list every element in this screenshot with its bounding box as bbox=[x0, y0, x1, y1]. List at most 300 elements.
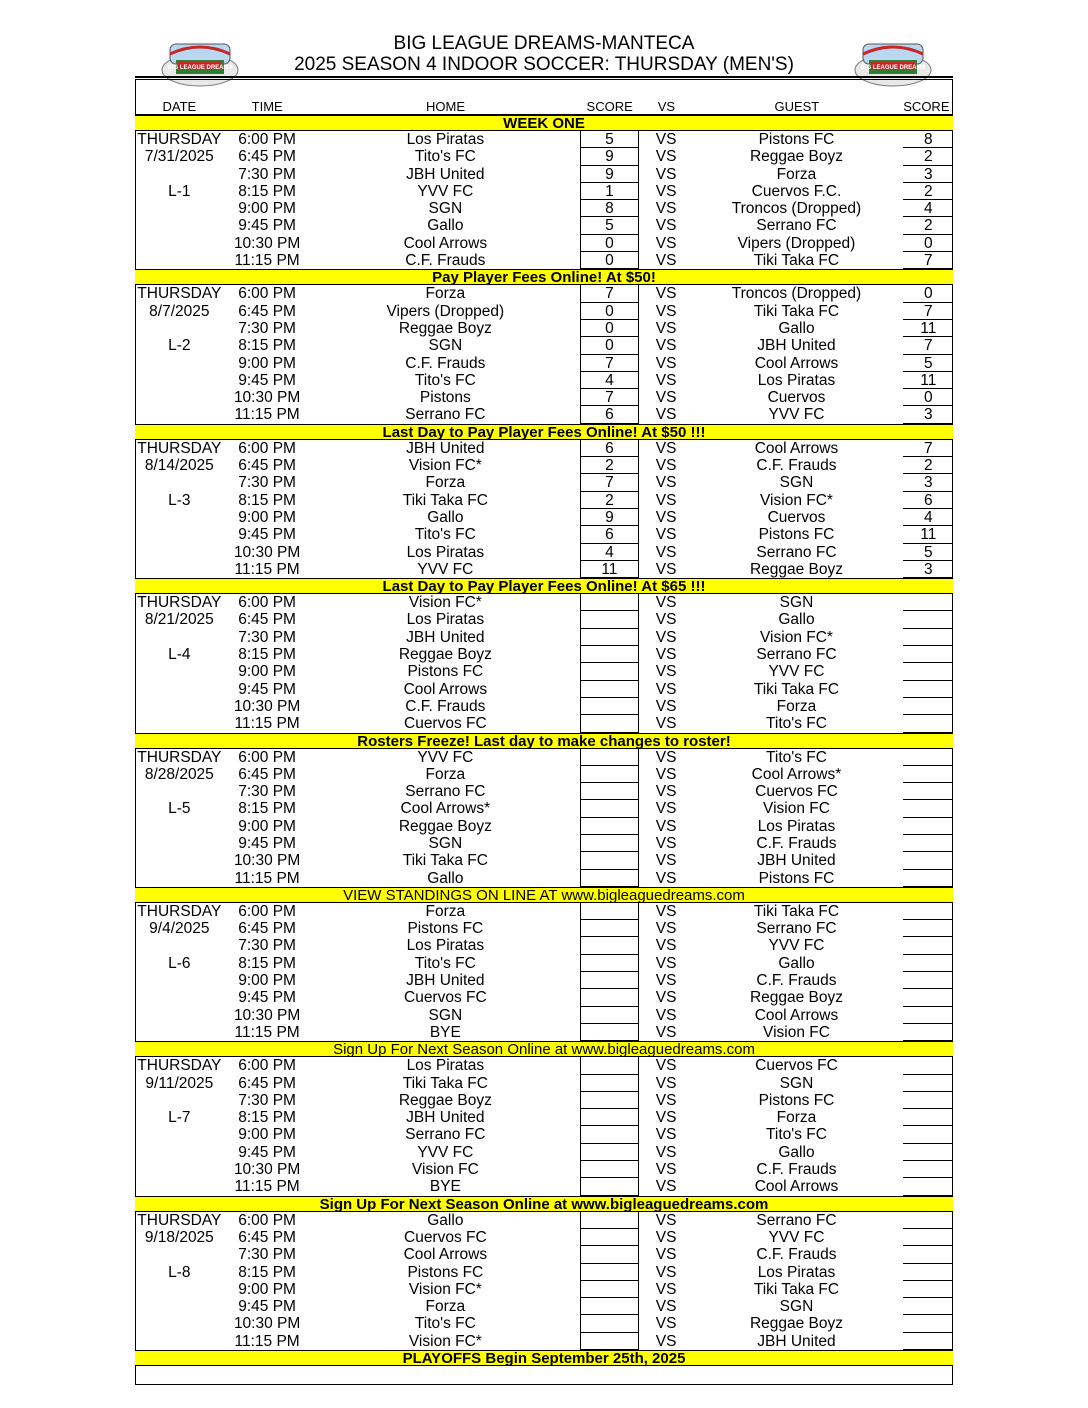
column-header-guest-score: SCORE bbox=[903, 99, 950, 114]
home-score-cell: 6 bbox=[580, 440, 639, 457]
home-score-cell bbox=[580, 852, 639, 869]
guest-team-cell: Tiki Taka FC bbox=[753, 302, 840, 320]
home-score-wrap bbox=[580, 509, 639, 526]
home-score-wrap bbox=[580, 457, 639, 474]
home-score-wrap bbox=[580, 337, 639, 354]
guest-score-cell bbox=[903, 955, 953, 972]
vs-cell: VS bbox=[655, 902, 677, 920]
home-team-cell: C.F. Frauds bbox=[405, 697, 486, 715]
home-score-cell bbox=[580, 1246, 639, 1263]
guest-team-cell: Pistons FC bbox=[758, 131, 835, 148]
vs-cell: VS bbox=[655, 1228, 677, 1246]
guest-score-cell bbox=[903, 1246, 953, 1263]
time-cell: 8:15 PM bbox=[238, 337, 296, 355]
time-cell: 7:30 PM bbox=[238, 474, 296, 492]
home-score-cell bbox=[580, 629, 639, 646]
date-cell bbox=[135, 1144, 224, 1161]
game-row bbox=[135, 663, 953, 680]
column-header-home-score: SCORE bbox=[586, 99, 633, 114]
guest-score-cell bbox=[903, 1315, 953, 1332]
home-score-cell: 5 bbox=[580, 131, 639, 148]
guest-score-wrap bbox=[903, 474, 953, 491]
guest-score-cell: 6 bbox=[903, 492, 953, 509]
home-score-wrap bbox=[580, 131, 639, 148]
home-score-cell: 5 bbox=[580, 217, 639, 234]
week-banner: Last Day to Pay Player Fees Online! At $65 !!! bbox=[135, 578, 953, 594]
home-team-cell: BYE bbox=[429, 1023, 461, 1041]
vs-cell: VS bbox=[655, 611, 677, 629]
guest-team-cell: Gallo bbox=[778, 954, 815, 972]
date-cell: THURSDAY bbox=[137, 439, 222, 457]
game-row bbox=[135, 337, 953, 354]
game-row bbox=[135, 320, 953, 337]
guest-score-wrap bbox=[903, 1126, 953, 1143]
page-subtitle: 2025 SEASON 4 INDOOR SOCCER: THURSDAY (MEN'S) bbox=[294, 54, 794, 75]
home-score-wrap bbox=[580, 1144, 639, 1161]
vs-cell: VS bbox=[655, 1074, 677, 1092]
date-cell bbox=[135, 681, 224, 698]
home-team-cell: Tito's FC bbox=[414, 1315, 476, 1333]
time-cell: 8:15 PM bbox=[238, 491, 296, 509]
home-score-cell: 0 bbox=[580, 303, 639, 320]
home-team-cell: YVV FC bbox=[417, 748, 474, 766]
home-score-wrap bbox=[580, 852, 639, 869]
guest-score-wrap bbox=[903, 1092, 953, 1109]
vs-cell: VS bbox=[655, 354, 677, 372]
guest-score-wrap bbox=[903, 166, 953, 183]
home-team-cell: Gallo bbox=[427, 869, 464, 887]
home-score-cell: 1 bbox=[580, 183, 639, 200]
home-score-wrap bbox=[580, 1246, 639, 1263]
guest-score-wrap bbox=[903, 1024, 953, 1041]
vs-cell: VS bbox=[655, 869, 677, 887]
home-score-cell bbox=[580, 1057, 639, 1074]
home-score-wrap bbox=[580, 749, 639, 766]
home-score-cell: 4 bbox=[580, 544, 639, 561]
home-score-wrap bbox=[580, 1229, 639, 1246]
home-score-wrap bbox=[580, 611, 639, 628]
guest-score-cell: 3 bbox=[903, 406, 953, 423]
svg-text:BIG LEAGUE DREAMS: BIG LEAGUE DREAMS bbox=[860, 65, 926, 71]
home-team-cell: Gallo bbox=[427, 1211, 464, 1229]
home-score-wrap bbox=[580, 1178, 639, 1195]
guest-score-wrap bbox=[903, 561, 953, 578]
date-cell bbox=[135, 474, 224, 491]
home-team-cell: Vision FC* bbox=[408, 1280, 482, 1298]
column-header-vs: VS bbox=[657, 99, 676, 114]
home-score-cell bbox=[580, 818, 639, 835]
home-team-cell: SGN bbox=[428, 337, 463, 355]
home-team-cell: Forza bbox=[425, 474, 466, 492]
vs-cell: VS bbox=[655, 148, 677, 166]
time-cell: 11:15 PM bbox=[234, 252, 300, 270]
home-score-cell bbox=[580, 1144, 639, 1161]
vs-cell: VS bbox=[655, 783, 677, 801]
date-cell bbox=[135, 852, 224, 869]
home-team-cell: Vipers (Dropped) bbox=[386, 302, 505, 320]
home-score-cell bbox=[580, 1315, 639, 1332]
home-score-cell: 0 bbox=[580, 252, 639, 269]
time-cell: 6:00 PM bbox=[238, 1057, 296, 1075]
time-cell: 6:45 PM bbox=[238, 148, 296, 166]
guest-team-cell: Forza bbox=[776, 1109, 817, 1127]
week-banner: Sign Up For Next Season Online at www.bigleaguedreams.com bbox=[135, 1196, 953, 1212]
time-cell: 6:00 PM bbox=[238, 131, 296, 148]
guest-team-cell: C.F. Frauds bbox=[756, 972, 837, 990]
guest-score-wrap bbox=[903, 1161, 953, 1178]
guest-score-cell bbox=[903, 611, 953, 628]
vs-cell: VS bbox=[655, 1126, 677, 1144]
home-score-wrap bbox=[580, 1298, 639, 1315]
guest-score-cell bbox=[903, 1178, 953, 1195]
home-team-cell: Tito's FC bbox=[414, 371, 476, 389]
date-cell bbox=[135, 320, 224, 337]
home-team-cell: Pistons bbox=[419, 389, 471, 407]
date-cell: L-3 bbox=[168, 491, 191, 509]
guest-team-cell: Gallo bbox=[778, 1143, 815, 1161]
time-cell: 6:45 PM bbox=[238, 1074, 296, 1092]
date-cell bbox=[135, 526, 224, 543]
home-team-cell: YVV FC bbox=[417, 1143, 474, 1161]
home-score-cell bbox=[580, 698, 639, 715]
date-cell bbox=[135, 406, 224, 423]
home-team-cell: Tiki Taka FC bbox=[402, 852, 488, 870]
guest-score-cell: 2 bbox=[903, 148, 953, 165]
guest-score-cell: 3 bbox=[903, 166, 953, 183]
game-row bbox=[135, 235, 953, 252]
date-cell: L-1 bbox=[168, 182, 191, 200]
date-cell: 8/28/2025 bbox=[144, 765, 214, 783]
home-score-cell bbox=[580, 594, 639, 611]
date-cell bbox=[135, 1281, 224, 1298]
guest-score-cell bbox=[903, 920, 953, 937]
guest-score-cell: 0 bbox=[903, 235, 953, 252]
guest-score-wrap bbox=[903, 252, 953, 269]
game-row bbox=[135, 852, 953, 869]
game-row bbox=[135, 166, 953, 183]
date-cell: 9/11/2025 bbox=[145, 1074, 214, 1092]
guest-score-cell: 11 bbox=[903, 320, 953, 337]
guest-team-cell: Tito's FC bbox=[765, 715, 827, 733]
guest-score-wrap bbox=[903, 285, 953, 302]
guest-score-wrap bbox=[903, 698, 953, 715]
time-cell: 7:30 PM bbox=[238, 628, 296, 646]
vs-cell: VS bbox=[655, 1023, 677, 1041]
vs-cell: VS bbox=[655, 817, 677, 835]
game-row bbox=[135, 217, 953, 234]
game-row bbox=[135, 1092, 953, 1109]
home-team-cell: YVV FC bbox=[417, 560, 474, 578]
home-score-cell: 9 bbox=[580, 148, 639, 165]
date-cell bbox=[135, 818, 224, 835]
guest-score-cell bbox=[903, 1024, 953, 1041]
vs-cell: VS bbox=[655, 131, 677, 148]
game-row bbox=[135, 1109, 953, 1126]
guest-score-cell: 0 bbox=[903, 285, 953, 302]
game-row bbox=[135, 800, 953, 817]
svg-text:BIG LEAGUE DREAMS: BIG LEAGUE DREAMS bbox=[167, 65, 233, 71]
time-cell: 9:45 PM bbox=[238, 217, 296, 235]
game-row bbox=[135, 783, 953, 800]
home-team-cell: Cool Arrows* bbox=[400, 800, 491, 818]
home-score-cell: 7 bbox=[580, 285, 639, 302]
game-row bbox=[135, 1246, 953, 1263]
home-score-wrap bbox=[580, 663, 639, 680]
home-score-cell: 7 bbox=[580, 355, 639, 372]
week-banner: Sign Up For Next Season Online at www.bigleaguedreams.com bbox=[135, 1041, 953, 1057]
guest-score-wrap bbox=[903, 611, 953, 628]
date-cell: 9/4/2025 bbox=[149, 920, 210, 938]
guest-score-wrap bbox=[903, 303, 953, 320]
home-score-cell bbox=[580, 1264, 639, 1281]
vs-cell: VS bbox=[655, 1006, 677, 1024]
time-cell: 6:45 PM bbox=[238, 920, 296, 938]
time-cell: 8:15 PM bbox=[238, 646, 296, 664]
guest-score-cell bbox=[903, 972, 953, 989]
vs-cell: VS bbox=[655, 646, 677, 664]
vs-cell: VS bbox=[655, 526, 677, 544]
home-score-cell bbox=[580, 955, 639, 972]
home-team-cell: Tiki Taka FC bbox=[402, 1074, 488, 1092]
vs-cell: VS bbox=[655, 491, 677, 509]
time-cell: 7:30 PM bbox=[238, 783, 296, 801]
home-score-cell bbox=[580, 835, 639, 852]
guest-team-cell: YVV FC bbox=[768, 937, 825, 955]
time-cell: 6:00 PM bbox=[238, 439, 296, 457]
date-cell bbox=[135, 1315, 224, 1332]
home-score-cell bbox=[580, 663, 639, 680]
time-cell: 11:15 PM bbox=[234, 869, 300, 887]
vs-cell: VS bbox=[655, 508, 677, 526]
guest-score-cell bbox=[903, 766, 953, 783]
vs-cell: VS bbox=[655, 200, 677, 218]
home-score-cell bbox=[580, 937, 639, 954]
date-cell bbox=[135, 1007, 224, 1024]
guest-team-cell: JBH United bbox=[757, 852, 836, 870]
home-score-wrap bbox=[580, 681, 639, 698]
game-row bbox=[135, 629, 953, 646]
home-score-wrap bbox=[580, 372, 639, 389]
time-cell: 6:45 PM bbox=[238, 302, 296, 320]
date-cell: THURSDAY bbox=[137, 131, 222, 148]
guest-score-wrap bbox=[903, 509, 953, 526]
game-row bbox=[135, 474, 953, 491]
home-team-cell: Los Piratas bbox=[406, 131, 485, 148]
home-score-wrap bbox=[580, 1315, 639, 1332]
home-team-cell: Serrano FC bbox=[405, 406, 486, 424]
date-cell: THURSDAY bbox=[137, 594, 222, 612]
guest-team-cell: Los Piratas bbox=[757, 1263, 836, 1281]
home-score-wrap bbox=[580, 561, 639, 578]
vs-cell: VS bbox=[655, 1315, 677, 1333]
home-score-cell bbox=[580, 1024, 639, 1041]
home-score-wrap bbox=[580, 646, 639, 663]
home-score-cell bbox=[580, 1126, 639, 1143]
guest-team-cell: YVV FC bbox=[768, 663, 825, 681]
game-row bbox=[135, 955, 953, 972]
home-score-wrap bbox=[580, 989, 639, 1006]
home-score-cell: 11 bbox=[580, 561, 639, 578]
date-cell bbox=[135, 663, 224, 680]
vs-cell: VS bbox=[655, 319, 677, 337]
guest-team-cell: Pistons FC bbox=[758, 869, 835, 887]
home-score-wrap bbox=[580, 406, 639, 423]
home-score-wrap bbox=[580, 903, 639, 920]
home-score-wrap bbox=[580, 166, 639, 183]
home-team-cell: Cool Arrows bbox=[403, 680, 488, 698]
vs-cell: VS bbox=[655, 1280, 677, 1298]
date-cell: THURSDAY bbox=[137, 1211, 222, 1229]
guest-score-wrap bbox=[903, 148, 953, 165]
vs-cell: VS bbox=[655, 543, 677, 561]
home-team-cell: Vision FC bbox=[411, 1161, 479, 1179]
guest-team-cell: Cool Arrows bbox=[754, 1006, 839, 1024]
time-cell: 6:45 PM bbox=[238, 765, 296, 783]
time-cell: 6:00 PM bbox=[238, 1211, 296, 1229]
game-row bbox=[135, 131, 953, 148]
guest-score-wrap bbox=[903, 1057, 953, 1074]
guest-score-cell bbox=[903, 1126, 953, 1143]
guest-team-cell: C.F. Frauds bbox=[756, 834, 837, 852]
guest-team-cell: Cool Arrows* bbox=[751, 765, 842, 783]
home-score-wrap bbox=[580, 544, 639, 561]
home-score-cell bbox=[580, 1281, 639, 1298]
guest-team-cell: Serrano FC bbox=[756, 646, 837, 664]
home-team-cell: Reggae Boyz bbox=[398, 817, 492, 835]
guest-score-cell bbox=[903, 937, 953, 954]
date-cell bbox=[135, 972, 224, 989]
home-score-cell bbox=[580, 715, 639, 732]
time-cell: 11:15 PM bbox=[234, 1332, 300, 1350]
home-score-cell bbox=[580, 681, 639, 698]
date-cell: 8/21/2025 bbox=[144, 611, 214, 629]
guest-score-wrap bbox=[903, 1212, 953, 1229]
guest-score-cell bbox=[903, 594, 953, 611]
date-cell: 9/18/2025 bbox=[144, 1228, 214, 1246]
home-score-cell bbox=[580, 766, 639, 783]
home-score-wrap bbox=[580, 252, 639, 269]
guest-score-wrap bbox=[903, 818, 953, 835]
guest-team-cell: Reggae Boyz bbox=[749, 1315, 843, 1333]
time-cell: 9:00 PM bbox=[238, 817, 296, 835]
date-cell bbox=[135, 235, 224, 252]
home-score-wrap bbox=[580, 972, 639, 989]
time-cell: 9:45 PM bbox=[238, 371, 296, 389]
column-header-date: DATE bbox=[162, 99, 197, 114]
home-score-wrap bbox=[580, 474, 639, 491]
game-row bbox=[135, 1075, 953, 1092]
vs-cell: VS bbox=[655, 937, 677, 955]
time-cell: 9:00 PM bbox=[238, 1280, 296, 1298]
guest-team-cell: Los Piratas bbox=[757, 371, 836, 389]
guest-score-cell bbox=[903, 1144, 953, 1161]
vs-cell: VS bbox=[655, 1263, 677, 1281]
guest-team-cell: Cool Arrows bbox=[754, 354, 839, 372]
guest-score-cell bbox=[903, 698, 953, 715]
home-team-cell: SGN bbox=[428, 200, 463, 218]
game-row bbox=[135, 594, 953, 611]
time-cell: 10:30 PM bbox=[233, 1161, 301, 1179]
schedule-table bbox=[135, 97, 953, 1366]
guest-score-wrap bbox=[903, 440, 953, 457]
vs-cell: VS bbox=[655, 594, 677, 612]
home-score-cell bbox=[580, 972, 639, 989]
home-team-cell: Pistons FC bbox=[407, 663, 484, 681]
home-score-cell bbox=[580, 989, 639, 1006]
guest-score-cell bbox=[903, 1109, 953, 1126]
vs-cell: VS bbox=[655, 1246, 677, 1264]
home-score-wrap bbox=[580, 303, 639, 320]
guest-team-cell: YVV FC bbox=[768, 1228, 825, 1246]
home-team-cell: Tito's FC bbox=[414, 954, 476, 972]
vs-cell: VS bbox=[655, 920, 677, 938]
home-score-wrap bbox=[580, 355, 639, 372]
vs-cell: VS bbox=[655, 680, 677, 698]
vs-cell: VS bbox=[655, 1178, 677, 1196]
game-row bbox=[135, 561, 953, 578]
home-score-cell bbox=[580, 920, 639, 937]
date-cell bbox=[135, 1024, 224, 1041]
week-banner: VIEW STANDINGS ON LINE AT www.bigleaguedreams.com bbox=[135, 887, 953, 903]
guest-team-cell: C.F. Frauds bbox=[756, 1161, 837, 1179]
home-score-cell bbox=[580, 1178, 639, 1195]
vs-cell: VS bbox=[655, 217, 677, 235]
home-team-cell: Cuervos FC bbox=[404, 1228, 487, 1246]
home-score-cell: 7 bbox=[580, 474, 639, 491]
guest-score-cell bbox=[903, 1212, 953, 1229]
home-score-wrap bbox=[580, 629, 639, 646]
game-row bbox=[135, 492, 953, 509]
home-team-cell: Vision FC* bbox=[408, 1332, 482, 1350]
home-team-cell: Reggae Boyz bbox=[398, 319, 492, 337]
guest-score-wrap bbox=[903, 852, 953, 869]
guest-team-cell: Cuervos bbox=[767, 508, 826, 526]
home-score-wrap bbox=[580, 389, 639, 406]
home-score-cell: 0 bbox=[580, 320, 639, 337]
date-cell bbox=[135, 509, 224, 526]
guest-score-wrap bbox=[903, 715, 953, 732]
home-team-cell: Pistons FC bbox=[407, 920, 484, 938]
home-score-cell bbox=[580, 1075, 639, 1092]
vs-cell: VS bbox=[655, 252, 677, 270]
home-score-wrap bbox=[580, 235, 639, 252]
guest-team-cell: Tito's FC bbox=[765, 1126, 827, 1144]
guest-score-wrap bbox=[903, 389, 953, 406]
guest-score-wrap bbox=[903, 1264, 953, 1281]
time-cell: 6:45 PM bbox=[238, 457, 296, 475]
date-cell bbox=[135, 715, 224, 732]
vs-cell: VS bbox=[655, 1109, 677, 1127]
guest-team-cell: Cuervos FC bbox=[755, 783, 838, 801]
game-row bbox=[135, 681, 953, 698]
guest-score-wrap bbox=[903, 903, 953, 920]
game-row bbox=[135, 303, 953, 320]
date-cell: L-8 bbox=[168, 1263, 191, 1281]
guest-team-cell: Vision FC* bbox=[760, 491, 833, 509]
guest-team-cell: Reggae Boyz bbox=[749, 560, 843, 578]
date-cell: L-2 bbox=[168, 337, 191, 355]
guest-score-cell bbox=[903, 663, 953, 680]
vs-cell: VS bbox=[655, 852, 677, 870]
vs-cell: VS bbox=[655, 1211, 677, 1229]
guest-team-cell: C.F. Frauds bbox=[756, 1246, 837, 1264]
time-cell: 10:30 PM bbox=[233, 852, 301, 870]
guest-score-cell: 8 bbox=[903, 131, 953, 148]
home-score-cell: 6 bbox=[580, 526, 639, 543]
home-score-cell bbox=[580, 1333, 639, 1350]
guest-score-wrap bbox=[903, 1075, 953, 1092]
home-score-cell bbox=[580, 1109, 639, 1126]
